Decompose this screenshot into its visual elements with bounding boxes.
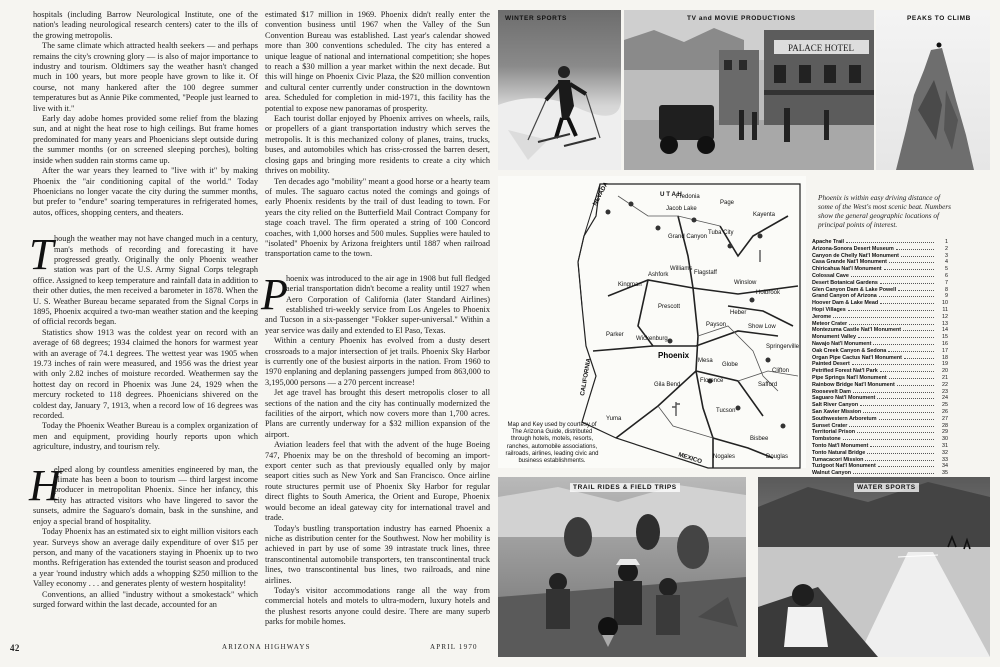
campfire-group-illustration — [498, 477, 746, 657]
paragraph: hospitals (including Barrow Neurological Institute, one of the nation's leading neurological research centers) cater to the ills of the growing metropolis. — [33, 10, 258, 40]
key-row — [812, 355, 948, 362]
map-label-california: CALIFORNIA — [579, 357, 593, 397]
map-label-kayenta: Kayenta — [753, 212, 776, 218]
leader-dots — [853, 473, 934, 474]
map-label-holbrook: Holbrook — [756, 290, 781, 296]
map-label-wickenburg: Wickenburg — [636, 336, 668, 342]
key-number: 23 — [942, 388, 948, 395]
paragraph: estimated $17 million in 1969. Phoenix didn't really enter the convention business until 1967 when the Valley of the Sun Convention Bureau was established. Last year's calendar showed more than 300 conventions scheduled. The city has entered a unique league of national and international competition; she hopes to reach a $30 million a year market within the next decade. But this will hinge on Phoenix Civic Plaza, the $20 million convention and cultural center currently under construction in the downtown area. Scheduled for completion in mid-1971, this facility has the potential to expose new panoramas of prosperity. — [265, 10, 490, 113]
photo-peaks — [876, 10, 990, 170]
leader-dots — [867, 453, 934, 454]
map-label-utah: U T A H — [660, 191, 682, 198]
map-label-mesa: Mesa — [698, 358, 713, 364]
paragraph: Aviation leaders feel that with the advent of the huge Boeing 747, Phoenix may be on the threshold of becoming an import-export center such as that previously equalled only by major seaport cities such as New York and San Francisco. Once airline route structures permit use of Phoenix Sky Harbor for regular direct flights to South America, the Orient and Europe, Phoenix would become an ideal gateway city for international travel and trade. — [265, 440, 490, 523]
leader-dots — [849, 324, 934, 325]
leader-dots — [853, 392, 934, 393]
key-row — [812, 457, 948, 464]
paragraph: Today the Phoenix Weather Bureau is a complex organization of men and equipment, providing hourly reports upon which agriculture, industry, and tourism rely. — [33, 421, 258, 452]
paragraph: Today Phoenix has an estimated six to eight million visitors each year. Surveys show an average daily expenditure of over $15 per person, and many of the vacationers staying in Phoenix up to two months. Refrigeration has extended the tourist season and produced a year 'round industry which adds a whopping $250 million to the Valley economy . . . and generates plenty of western hospitality! — [33, 527, 258, 589]
key-row — [812, 300, 948, 307]
map-label-safford: Safford — [758, 382, 778, 388]
leader-dots — [901, 256, 934, 257]
leader-dots — [873, 344, 934, 345]
map-label-nogales: Nogales — [713, 454, 736, 460]
key-row — [812, 321, 948, 328]
key-number: 3 — [945, 252, 948, 259]
paragraph: Ten decades ago "mobility" meant a good horse or a hearty team of mules. The saguaro cactus noted the comings and goings of early Phoenix residents by the trail of dust leading to town. For years the city relied on the Butterfield Mail Contract Company for stage coach travel. The firm operated a string of 100 Concord coaches, with 1,000 horses and 500 mules. Supplies were hauled to "isolated" Phoenix by Arizona freighters until 1887 when railroad transportation came to the town. — [265, 176, 490, 259]
key-number: 28 — [942, 422, 948, 429]
map-credit: Map and Key used by courtesy of The Arizona Guide, distributed through hotels, motels, resorts, ranches, automobile associations, railroads, airlines, leading civic and business establishments. — [505, 422, 599, 465]
caption-tv-movie: TV and MOVIE PRODUCTIONS — [687, 15, 796, 22]
key-row — [812, 266, 948, 273]
leader-dots — [884, 269, 934, 270]
leader-dots — [848, 310, 934, 311]
key-row — [812, 409, 948, 416]
leader-dots — [880, 371, 934, 372]
paragraph: Jet age travel has brought this desert metropolis closer to all sections of the nation and the city has continually modernized the facilities of the airport, which now covers more than 1,700 acres. Plans are currently underway for a $32 million expansion of the airport. — [265, 388, 490, 439]
key-label: Colossal Cave — [812, 272, 849, 279]
key-number: 9 — [945, 293, 948, 300]
boat-wake-illustration — [758, 477, 990, 657]
map-label-tuba-city: Tuba City — [708, 230, 734, 236]
key-row — [812, 375, 948, 382]
key-label: Monument Valley — [812, 334, 857, 341]
key-label: Salt River Canyon — [812, 402, 859, 409]
key-row — [812, 395, 948, 402]
key-label: Grand Canyon of Arizona — [812, 293, 877, 300]
photo-tv-movie — [624, 10, 874, 170]
key-number: 6 — [945, 272, 948, 279]
key-label: Sunset Crater — [812, 422, 848, 429]
map-label-phoenix: Phoenix — [658, 351, 690, 360]
key-label: Painted Desert — [812, 361, 850, 368]
map-label-fredonia: Fredonia — [676, 194, 700, 200]
article-column-2 — [261, 10, 490, 635]
paragraph: Today's bustling transportation industry has earned Phoenix a niche as distribution center for the Southwest. Now her mobility is achieved in part by use of some 39 intrastate truck lines, three transcontinental automobile transporters, ten transcontinental truck lines, two transcontinental bus lines, two railroads, and nine airlines. — [265, 523, 490, 585]
map-label-williams: Williams — [670, 266, 693, 272]
key-number: 8 — [945, 286, 948, 293]
magazine-title: ARIZONA HIGHWAYS — [222, 643, 311, 651]
key-number: 25 — [942, 402, 948, 409]
western-town-illustration — [624, 10, 874, 170]
key-row — [812, 429, 948, 436]
map-label-ashfork: Ashfork — [648, 272, 669, 278]
key-label: Jerome — [812, 313, 832, 320]
map-label-springerville: Springerville — [766, 344, 800, 350]
key-number: 21 — [942, 374, 948, 381]
key-row — [812, 246, 948, 253]
key-number: 32 — [942, 449, 948, 456]
caption-water-sports: WATER SPORTS — [854, 483, 919, 492]
key-row — [812, 253, 948, 260]
key-row — [812, 307, 948, 314]
key-row — [812, 287, 948, 294]
paragraph-text: hough the weather may not have changed much in a century, man's methods of recording and forecasting it have progressed greatly. Originally the only Phoenix weather station was part of the U.S. Army Signal Corps telegraph office. Assigned to keep temperature and rainfall data in addition to their other duties, the men received a barometer in 1878. When the U. S. Weather Bureau became separated from the Signal Corps in 1895, Phoenix acquired a two-man weather station and the keeping of official records began. — [33, 234, 258, 327]
dropcap-paragraph — [29, 460, 258, 527]
photo-water-sports — [758, 477, 990, 657]
leader-dots — [877, 398, 934, 399]
key-row — [812, 436, 948, 443]
leader-dots — [846, 242, 934, 243]
key-number: 12 — [942, 313, 948, 320]
key-row — [812, 416, 948, 423]
leader-dots — [880, 303, 934, 304]
key-row — [812, 348, 948, 355]
key-label: Canyon de Chelly Nat'l Monument — [812, 252, 899, 259]
paragraph: Early day adobe homes provided some relief from the blazing sun, and at night the heat rose to high ceilings. But frame homes predominated for many years and Phoenicians slept outside during the summer months (or on screened sleeping porches), bolting inside when sudden rain storms came up. — [33, 114, 258, 165]
key-number: 35 — [942, 470, 948, 477]
key-label: Pipe Springs Nat'l Monument — [812, 374, 887, 381]
key-label: Organ Pipe Cactus Nat'l Monument — [812, 354, 902, 361]
storefront-sign: PALACE HOTEL — [788, 43, 854, 53]
key-number: 4 — [945, 259, 948, 266]
key-label: Walnut Canyon — [812, 470, 852, 477]
key-label: Petrified Forest Nat'l Park — [812, 368, 878, 375]
key-label: Tonto Natural Bridge — [812, 449, 866, 456]
key-row — [812, 327, 948, 334]
map-label-payson: Payson — [706, 322, 727, 328]
map-label-winslow: Winslow — [734, 280, 757, 286]
key-row — [812, 368, 948, 375]
map-label-page: Page — [720, 200, 735, 206]
key-row — [812, 280, 948, 287]
key-number: 10 — [942, 300, 948, 307]
key-number: 18 — [942, 354, 948, 361]
key-row — [812, 361, 948, 368]
photo-winter-sports — [498, 10, 621, 170]
map-label-flagstaff: Flagstaff — [694, 270, 717, 276]
issue-date: APRIL 1970 — [430, 643, 478, 651]
rock-spire-illustration — [876, 10, 990, 170]
leader-dots — [888, 351, 934, 352]
key-number: 13 — [942, 320, 948, 327]
key-label: Southwestern Arboretum — [812, 415, 877, 422]
leader-dots — [865, 460, 934, 461]
map-label-yuma: Yuma — [606, 416, 622, 422]
paragraph: Today's visitor accommodations range all the way from commercial hotels and motels to ultra-modern, luxury hotels and the plushest resorts anyone could desire. There are many superb parks for mobile homes. — [265, 585, 490, 627]
key-number: 11 — [942, 306, 948, 313]
key-label: Saguaro Nat'l Monument — [812, 395, 876, 402]
paragraph: Statistics show 1913 was the coldest year on record with an average of 68 degrees; 1934 claimed the honors for warmest year with an average of 74.1 degrees. The wettest year was 1905 when 19.73 inches of rain were measured, and 1956 was the driest year with only 2.82 inches of moisture recorded. Weathermen say the hottest day on record in Phoenix was June 24, 1929 when the mercury rocketed to 118 degrees. Phoenicians shivered on the coldest day, January 7, 1913, when a record low of 16 degrees was recorded. — [33, 327, 258, 421]
dropcap-paragraph — [29, 230, 258, 328]
map-label-mexico: MEXICO — [677, 451, 703, 466]
key-number: 5 — [945, 266, 948, 273]
paragraph: The same climate which attracted health seekers — and perhaps remains the city's crowning glory — is also of major importance to industry and tourism. Oldtimers say the weather hasn't changed much in 100 years, but more people have grown to like it. Of course, not many hankered after the 100 degree summer temperatures but as Annie Pike commented, "People just learned to live with it." — [33, 41, 258, 113]
key-row — [812, 402, 948, 409]
key-number: 27 — [942, 415, 948, 422]
key-label: Glen Canyon Dam & Lake Powell — [812, 286, 897, 293]
key-number: 19 — [942, 361, 948, 368]
key-label: Casa Grande Nat'l Monument — [812, 259, 887, 266]
caption-trail-rides: TRAIL RIDES & FIELD TRIPS — [570, 483, 680, 492]
key-label: Desert Botanical Gardens — [812, 279, 878, 286]
key-label: Meteor Crater — [812, 320, 848, 327]
leader-dots — [870, 446, 934, 447]
map-label-florence: Florence — [700, 378, 724, 384]
map-label-jacob-lake: Jacob Lake — [666, 206, 697, 212]
map-label-tucson: Tucson — [716, 408, 736, 414]
key-label: Territorial Prison — [812, 429, 856, 436]
key-label: Oak Creek Canyon & Sedona — [812, 347, 887, 354]
key-label: Apache Trail — [812, 239, 845, 245]
key-number: 17 — [942, 347, 948, 354]
leader-dots — [860, 405, 934, 406]
leader-dots — [880, 283, 934, 284]
map-label-grand-canyon: Grand Canyon — [668, 234, 708, 240]
key-number: 16 — [942, 340, 948, 347]
paragraph: Within a century Phoenix has evolved from a dusty desert crossroads to a major intersection of jet trails. Phoenix Sky Harbor is currently one of the busiest airports in the nation. From 1960 to 1970 enplaning and deplaning passengers jumped from 863,000 to 3,195,000 persons — a 270 percent increase! — [265, 336, 490, 387]
key-label: Hopi Villages — [812, 306, 846, 313]
map-label-douglas: Douglas — [766, 454, 789, 460]
key-row — [812, 382, 948, 389]
map-intro-text: Phoenix is within easy driving distance of some of the West's most scenic beat. Numbers show the general geographic locations of principal points of interest. — [818, 193, 952, 229]
key-number: 15 — [942, 334, 948, 341]
key-row — [812, 293, 948, 300]
drop-cap-h: H — [29, 460, 61, 510]
map-label-bisbee: Bisbee — [750, 436, 769, 442]
map-label-parker: Parker — [606, 332, 624, 338]
key-label: Chiricahua Nat'l Monument — [812, 266, 882, 273]
key-number: 1 — [945, 239, 948, 245]
key-label: Navajo Nat'l Monument — [812, 340, 872, 347]
leader-dots — [896, 249, 934, 250]
article-column-1 — [29, 10, 258, 635]
key-row — [812, 450, 948, 457]
key-number: 7 — [945, 279, 948, 286]
key-row — [812, 463, 948, 470]
key-row — [812, 239, 948, 246]
leader-dots — [879, 296, 934, 297]
map-label-prescott: Prescott — [658, 304, 681, 310]
paragraph: Conventions, an allied "industry without a smokestack" which surged forward within the last decade, accounted for an — [33, 589, 258, 609]
leader-dots — [843, 439, 934, 440]
key-label: Arizona-Sonora Desert Museum — [812, 245, 894, 252]
paragraph: After the war years they learned to "live with it" by making Phoenix the "air conditioning capital of the world." Today Phoenicians no longer vacate the city during the summer months, but prefer to "endure" soaring temperatures in refrigerated homes, autos, offices, shopping centers, and theaters. — [33, 166, 258, 217]
key-label: Tombstone — [812, 436, 841, 443]
key-label: Hoover Dam & Lake Mead — [812, 300, 879, 307]
key-label: San Xavier Mission — [812, 408, 862, 415]
map-label-clifton: Clifton — [772, 368, 790, 374]
leader-dots — [878, 466, 934, 467]
map-label-show-low: Show Low — [748, 324, 776, 330]
map-label-globe: Globe — [722, 362, 739, 368]
key-number: 30 — [942, 436, 948, 443]
paragraph: Each tourist dollar enjoyed by Phoenix arrives on wheels, rails, or propellers of a giant transportation industry which serves the metropolis. It is this mechanized colony of planes, trains, trucks, buses, and automobiles which has criss-crossed the barren desert, closing gaps and bringing more residents to create a city which thrives on mobility. — [265, 114, 490, 176]
caption-peaks: PEAKS TO CLIMB — [907, 15, 971, 22]
leader-dots — [903, 330, 934, 331]
key-number: 29 — [942, 429, 948, 436]
key-label: Roosevelt Dam — [812, 388, 851, 395]
key-label: Montezuma Castle Nat'l Monument — [812, 327, 902, 334]
key-row — [812, 443, 948, 450]
key-number: 24 — [942, 395, 948, 402]
photo-trail-rides — [498, 477, 746, 657]
key-row — [812, 470, 948, 477]
leader-dots — [857, 432, 934, 433]
leader-dots — [879, 419, 935, 420]
key-number: 22 — [942, 381, 948, 388]
leader-dots — [851, 276, 934, 277]
caption-winter-sports: WINTER SPORTS — [505, 15, 567, 22]
skier-illustration — [498, 10, 621, 170]
map-label-heber: Heber — [730, 310, 747, 316]
key-label: Rainbow Bridge Nat'l Monument — [812, 381, 895, 388]
key-row — [812, 423, 948, 430]
key-number: 31 — [942, 442, 948, 449]
leader-dots — [849, 426, 934, 427]
key-row — [812, 334, 948, 341]
leader-dots — [858, 337, 934, 338]
page-number: 42 — [10, 643, 20, 653]
key-row — [812, 314, 948, 321]
key-number: 33 — [942, 456, 948, 463]
key-number: 2 — [945, 245, 948, 252]
key-row — [812, 341, 948, 348]
leader-dots — [889, 378, 934, 379]
points-of-interest-key — [812, 239, 948, 484]
drop-cap-p: P — [261, 269, 288, 319]
key-label: Tonto Nat'l Monument — [812, 442, 869, 449]
dropcap-paragraph — [261, 269, 490, 336]
drop-cap-t: T — [29, 230, 54, 280]
leader-dots — [852, 364, 934, 365]
key-row — [812, 273, 948, 280]
key-row — [812, 389, 948, 396]
paragraph-text: elped along by countless amenities engineered by man, the climate has been a boon to tourism — third largest income producer in metropolitan Phoenix. Since her infancy, this city has attracted visitors who have lingered to savor the sunsets, admire the Saguaro's domain, bask in the sunshine, and enjoy a special brand of hospitality. — [33, 464, 258, 526]
leader-dots — [833, 317, 934, 318]
leader-dots — [863, 412, 934, 413]
leader-dots — [898, 290, 934, 291]
leader-dots — [897, 385, 934, 386]
key-number: 34 — [942, 463, 948, 470]
key-number: 14 — [942, 327, 948, 334]
key-number: 26 — [942, 408, 948, 415]
key-row — [812, 259, 948, 266]
key-number: 20 — [942, 368, 948, 375]
key-label: Tuzigoot Nat'l Monument — [812, 463, 876, 470]
map-label-gila-bend: Gila Bend — [654, 382, 681, 388]
leader-dots — [904, 358, 934, 359]
leader-dots — [889, 262, 934, 263]
map-label-kingman: Kingman — [618, 282, 642, 288]
map-label-nevada: NEVADA — [591, 180, 610, 207]
paragraph-text: hoenix was introduced to the air age in 1908 but full fledged aerial transportation didn't become a reality until 1927 when Aero Corporation of California (later Standard Airlines) established tri-weekly service from Los Angeles to Phoenix and Tucson in a six-passenger "Fokker super-universal." Within a year service was daily and extended to El Paso, Texas. — [265, 273, 490, 335]
key-label: Tumacacori Mission — [812, 456, 864, 463]
